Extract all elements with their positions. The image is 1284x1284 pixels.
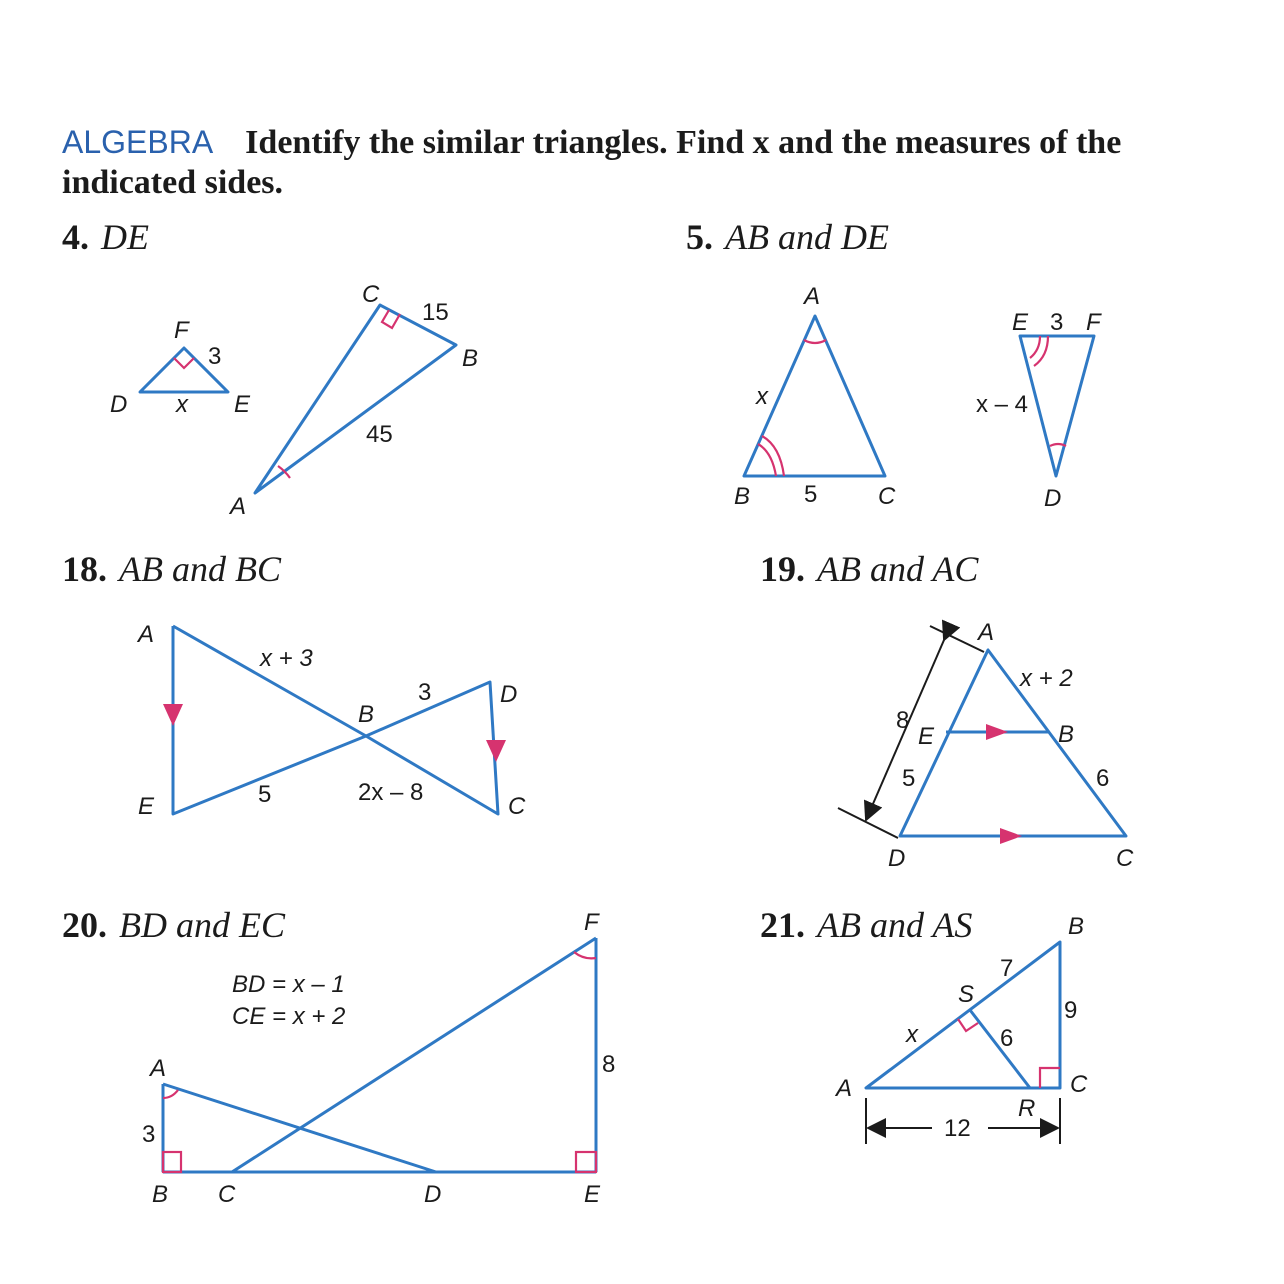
instruction-text: Identify the similar triangles. Find x and the measures of the xyxy=(245,124,1122,161)
p5-label-e: E xyxy=(1012,309,1029,336)
problem-4-figure xyxy=(110,281,478,520)
right-angle-f xyxy=(174,358,194,368)
problem-18-figure xyxy=(136,621,526,820)
p4-label-c: C xyxy=(362,281,380,308)
p5-label-c: C xyxy=(878,483,896,510)
p20-label-d: D xyxy=(424,1181,442,1208)
p21-label-6: 6 xyxy=(1000,1025,1014,1052)
dim-tick-bottom xyxy=(838,808,898,838)
p21-label-r: R xyxy=(1018,1095,1036,1122)
p19-label-b: B xyxy=(1058,721,1075,748)
p4-label-x: x xyxy=(176,391,188,418)
p4-label-f: F xyxy=(174,317,189,344)
p19-label-d: D xyxy=(888,845,906,872)
problem-20-label: 20. BD and EC xyxy=(62,905,285,945)
p18-label-3: 3 xyxy=(418,679,432,706)
p4-label-45: 45 xyxy=(366,421,393,448)
p20-given-ce: CE = x + 2 xyxy=(232,1003,346,1030)
p19-label-a: A xyxy=(978,619,995,646)
problem-5-figure xyxy=(734,283,1102,512)
p21-label-b: B xyxy=(1068,913,1085,940)
angle-b-mark-2 xyxy=(762,436,784,476)
p5-label-x-minus-4: x – 4 xyxy=(976,391,1029,418)
p5-label-b: B xyxy=(734,483,751,510)
angle-d-mark xyxy=(1050,444,1066,446)
p21-label-x: x xyxy=(906,1021,918,1048)
p20-label-e: E xyxy=(584,1181,601,1208)
instruction-text-cont: indicated sides. xyxy=(62,164,284,201)
dim-tick-top xyxy=(930,626,984,652)
parallel-arrow-dc xyxy=(1000,828,1022,844)
p21-label-s: S xyxy=(958,981,975,1008)
p20-given-bd: BD = x – 1 xyxy=(232,971,345,998)
angle-b-mark-1 xyxy=(758,444,776,476)
p18-label-c: C xyxy=(508,793,526,820)
p19-label-5: 5 xyxy=(902,765,916,792)
p5-label-x: x xyxy=(756,383,768,410)
p4-label-3: 3 xyxy=(208,343,222,370)
right-angle-c xyxy=(1040,1068,1060,1088)
angle-a-mark xyxy=(804,340,826,343)
p4-label-15: 15 xyxy=(422,299,449,326)
parallel-arrow-ae xyxy=(163,704,183,726)
parallel-arrow-dc xyxy=(486,740,506,762)
right-angle-s xyxy=(958,1019,978,1031)
p20-label-c: C xyxy=(218,1181,236,1208)
p4-label-a: A xyxy=(230,493,247,520)
p20-label-3: 3 xyxy=(142,1121,156,1148)
p21-label-c: C xyxy=(1070,1071,1088,1098)
right-angle-e xyxy=(576,1152,596,1172)
problem-5-label: 5. AB and DE xyxy=(686,217,889,257)
parallel-arrow-eb xyxy=(986,724,1008,740)
p18-label-x-plus-3: x + 3 xyxy=(260,645,313,672)
p20-label-8: 8 xyxy=(602,1051,616,1078)
angle-f-mark xyxy=(574,952,596,958)
p5-label-5: 5 xyxy=(804,481,818,508)
p19-label-c: C xyxy=(1116,845,1134,872)
triangle-acb xyxy=(866,942,1060,1088)
problem-4-label: 4. DE xyxy=(62,217,149,257)
p5-label-3: 3 xyxy=(1050,309,1064,336)
problem-19-label: 19. AB and AC xyxy=(760,549,979,589)
problem-21-figure xyxy=(834,913,1088,1144)
problem-21-label: 21. AB and AS xyxy=(760,905,973,945)
p18-label-b: B xyxy=(358,701,375,728)
p20-label-a: A xyxy=(150,1055,167,1082)
p19-label-x-plus-2: x + 2 xyxy=(1020,665,1073,692)
p5-label-a: A xyxy=(804,283,821,310)
p18-label-2x-minus-8: 2x – 8 xyxy=(358,779,424,806)
p19-label-e: E xyxy=(918,723,935,750)
p4-label-e: E xyxy=(234,391,251,418)
algebra-keyword: ALGEBRA xyxy=(62,124,214,160)
p21-label-12: 12 xyxy=(944,1115,971,1142)
p18-label-e: E xyxy=(138,793,155,820)
angle-a-mark xyxy=(163,1090,178,1098)
p4-label-b: B xyxy=(462,345,479,372)
p20-label-f: F xyxy=(584,909,599,936)
p18-label-5: 5 xyxy=(258,781,272,808)
angle-e-mark-1 xyxy=(1030,336,1040,358)
p21-label-7: 7 xyxy=(1000,955,1014,982)
p5-label-d: D xyxy=(1044,485,1062,512)
p18-label-d: D xyxy=(500,681,518,708)
problem-20-figure xyxy=(142,909,615,1208)
problem-19-figure xyxy=(838,619,1134,872)
p18-label-a: A xyxy=(138,621,155,648)
problem-18-label: 18. AB and BC xyxy=(62,549,281,589)
right-angle-b xyxy=(163,1152,181,1172)
p5-label-f: F xyxy=(1086,309,1101,336)
p20-label-b: B xyxy=(152,1181,169,1208)
p21-label-a: A xyxy=(836,1075,853,1102)
p4-label-d: D xyxy=(110,391,128,418)
p19-label-6: 6 xyxy=(1096,765,1110,792)
triangle-acb xyxy=(255,305,456,493)
p19-label-8: 8 xyxy=(896,707,910,734)
p21-label-9: 9 xyxy=(1064,997,1078,1024)
